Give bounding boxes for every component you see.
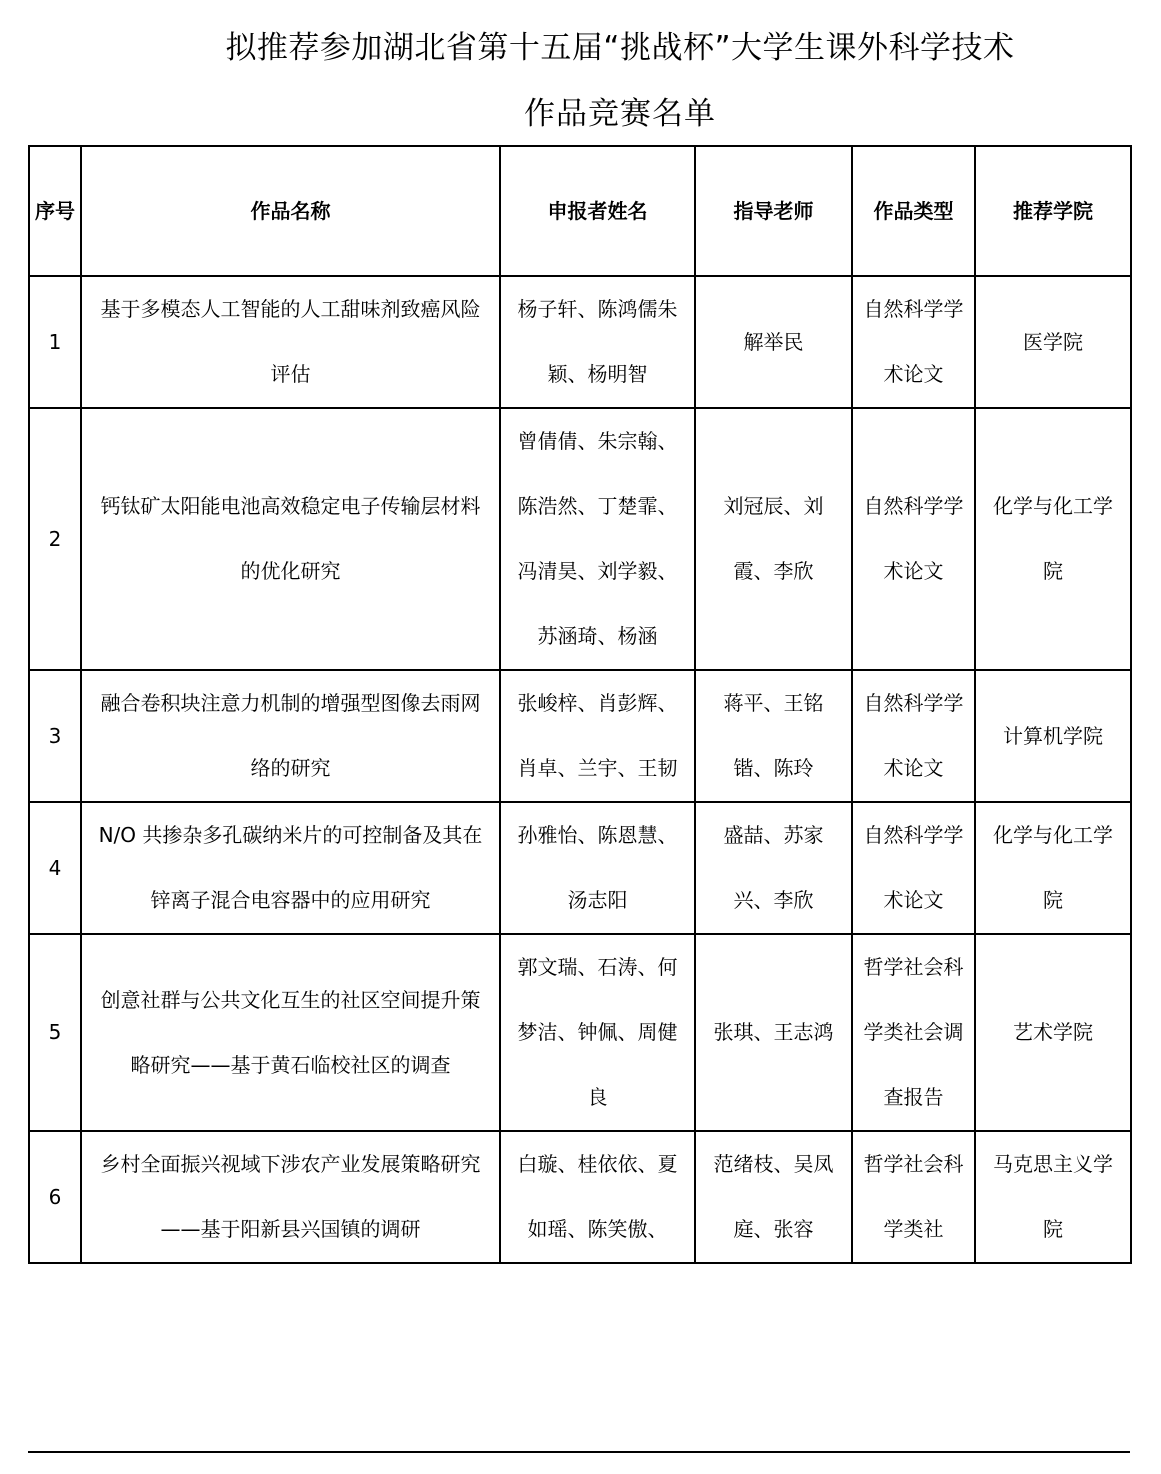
cell-applicants: 郭文瑞、石涛、何梦洁、钟佩、周健良 — [500, 934, 695, 1131]
cell-advisors: 张琪、王志鸿 — [695, 934, 852, 1131]
cell-work-type: 自然科学学术论文 — [852, 408, 975, 670]
table-row — [29, 802, 1131, 934]
header-advisors: 指导老师 — [695, 146, 852, 276]
cell-advisors: 盛喆、苏家兴、李欣 — [695, 802, 852, 934]
cell-applicants: 孙雅怡、陈恩慧、汤志阳 — [500, 802, 695, 934]
cell-applicants: 张峻梓、肖彭辉、肖卓、兰宇、王韧 — [500, 670, 695, 802]
cell-work-type: 哲学社会科学类社会调查报告 — [852, 934, 975, 1131]
header-work-type: 作品类型 — [852, 146, 975, 276]
cell-work-type: 哲学社会科学类社 — [852, 1131, 975, 1263]
cell-applicants: 白璇、桂依依、夏如瑶、陈笑傲、 — [500, 1131, 695, 1263]
table-row — [29, 276, 1131, 408]
cell-advisors: 蒋平、王铭锴、陈玲 — [695, 670, 852, 802]
table-row — [29, 408, 1131, 670]
cell-advisors: 范绪枝、吴凤庭、张容 — [695, 1131, 852, 1263]
cell-advisors: 刘冠辰、刘霞、李欣 — [695, 408, 852, 670]
cell-college: 计算机学院 — [975, 670, 1131, 802]
cell-seq: 5 — [29, 934, 81, 1131]
document-title-line-1: 拟推荐参加湖北省第十五届“挑战杯”大学生课外科学技术 — [225, 30, 1015, 66]
table-header-row — [29, 146, 1131, 276]
cell-work-type: 自然科学学术论文 — [852, 670, 975, 802]
cell-work-name: N/O 共掺杂多孔碳纳米片的可控制备及其在锌离子混合电容器中的应用研究 — [81, 802, 500, 934]
table-row — [29, 934, 1131, 1131]
header-college: 推荐学院 — [975, 146, 1131, 276]
cell-seq: 1 — [29, 276, 81, 408]
document-title-line-2: 作品竞赛名单 — [524, 96, 716, 132]
cell-applicants: 杨子轩、陈鸿儒朱颖、杨明智 — [500, 276, 695, 408]
cell-work-name: 融合卷积块注意力机制的增强型图像去雨网络的研究 — [81, 670, 500, 802]
header-seq: 序号 — [29, 146, 81, 276]
cell-work-type: 自然科学学术论文 — [852, 276, 975, 408]
page-bottom-margin — [0, 1452, 1161, 1474]
cell-seq: 2 — [29, 408, 81, 670]
table-row — [29, 670, 1131, 802]
cell-advisors: 解举民 — [695, 276, 852, 408]
cell-college: 马克思主义学院 — [975, 1131, 1131, 1263]
table-row — [29, 1131, 1131, 1263]
cell-work-name: 乡村全面振兴视域下涉农产业发展策略研究——基于阳新县兴国镇的调研 — [81, 1131, 500, 1263]
cell-work-type: 自然科学学术论文 — [852, 802, 975, 934]
cell-seq: 6 — [29, 1131, 81, 1263]
header-work-name: 作品名称 — [81, 146, 500, 276]
cell-work-name: 钙钛矿太阳能电池高效稳定电子传输层材料的优化研究 — [81, 408, 500, 670]
cell-college: 医学院 — [975, 276, 1131, 408]
cell-seq: 4 — [29, 802, 81, 934]
candidate-list-table — [28, 145, 1132, 1264]
table-bottom-border — [28, 1451, 1130, 1453]
cell-work-name: 创意社群与公共文化互生的社区空间提升策略研究——基于黄石临校社区的调查 — [81, 934, 500, 1131]
cell-college: 化学与化工学院 — [975, 408, 1131, 670]
cell-college: 化学与化工学院 — [975, 802, 1131, 934]
cell-seq: 3 — [29, 670, 81, 802]
cell-work-name: 基于多模态人工智能的人工甜味剂致癌风险评估 — [81, 276, 500, 408]
cell-applicants: 曾倩倩、朱宗翰、陈浩然、丁楚霏、冯清昊、刘学毅、苏涵琦、杨涵 — [500, 408, 695, 670]
header-applicants: 申报者姓名 — [500, 146, 695, 276]
cell-college: 艺术学院 — [975, 934, 1131, 1131]
